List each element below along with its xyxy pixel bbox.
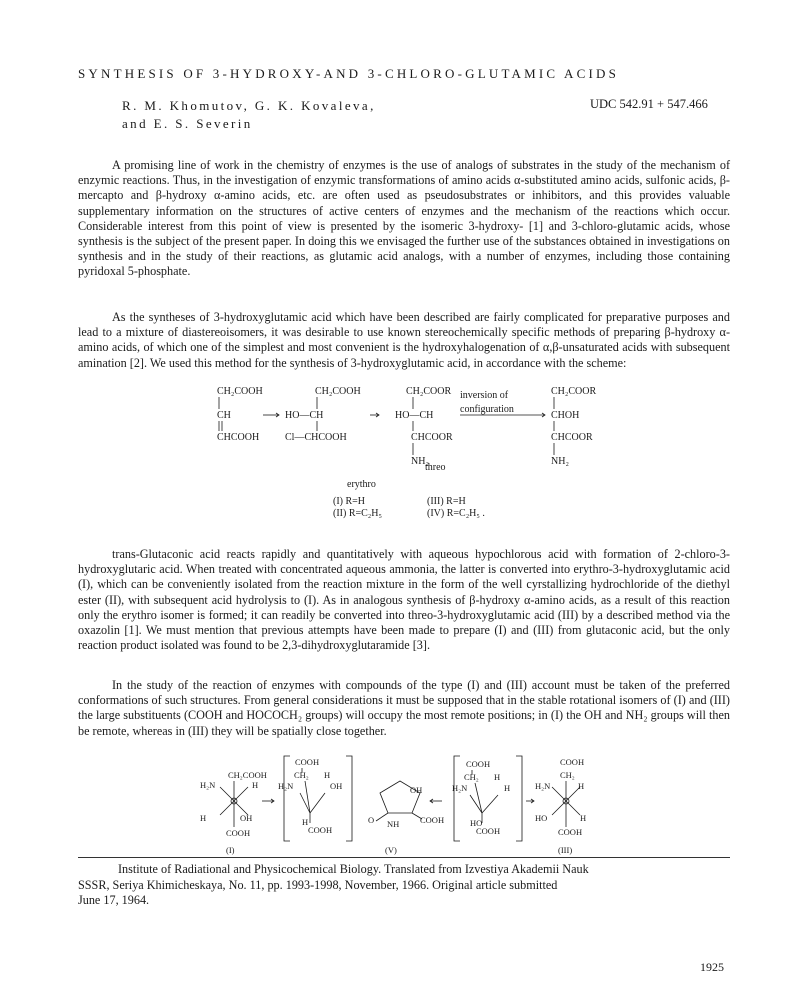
s2-h3: H xyxy=(302,817,309,827)
authors-line-1: R. M. Khomutov, G. K. Kovaleva, xyxy=(122,98,376,113)
s4-h2: H xyxy=(504,783,511,793)
authors xyxy=(122,97,376,133)
s5-ho: HO xyxy=(535,813,548,823)
paragraph-4: In the study of the reaction of enzymes with compounds of the type (I) and (III) account must be taken of the preferred conformations of such structures. From general considerations it must be supposed that in the stable rotational isomers of (I) and (III) the large substituents (COOH and HOCOCH₂ groups) will occupy the most remote positions; in (I) the OH and NH₂ groups will then be remote, whereas in (III) they will be spatially close together. xyxy=(78,678,730,738)
footnote-divider xyxy=(78,857,730,858)
s5-h2n: H₂N xyxy=(535,781,551,791)
c3-mid: HO—CH xyxy=(395,410,434,421)
footnote-line-3: June 17, 1964. xyxy=(78,893,150,907)
c1-bot: CHCOOH xyxy=(217,432,260,443)
c2-mid: HO—CH xyxy=(285,410,324,421)
c4-mid: CHOH xyxy=(551,410,580,421)
conformation-scheme xyxy=(190,753,790,858)
c4-bot: CHCOOR xyxy=(551,432,593,443)
c2-bot: Cl—CHCOOH xyxy=(285,432,347,443)
threo-label: threo xyxy=(425,462,446,473)
s2-oh: OH xyxy=(330,781,343,791)
paper-title: SYNTHESIS OF 3-HYDROXY-AND 3-CHLORO-GLUTAMIC ACIDS xyxy=(78,66,620,81)
erythro-label: erythro xyxy=(347,479,376,490)
s1-h: H xyxy=(252,780,259,790)
s5-h2: H xyxy=(580,813,587,823)
s1-oh: OH xyxy=(240,813,253,823)
s2-h2n: H₂N xyxy=(278,781,294,791)
s2-cooh2: COOH xyxy=(308,825,333,835)
page-number: 1925 xyxy=(700,960,724,974)
c3-top: CH₂COOR xyxy=(406,386,452,397)
c4-nh2: NH₂ xyxy=(551,456,569,467)
s5-cooh2: COOH xyxy=(558,827,583,837)
s3-o: O xyxy=(368,815,375,825)
label-III: (III) R=H xyxy=(427,496,466,507)
s3-cooh: COOH xyxy=(420,815,445,825)
s2-cooh: COOH xyxy=(295,757,320,767)
s4-cooh2: COOH xyxy=(476,826,501,836)
label-IV: (IV) R=C₂H₅ . xyxy=(427,508,485,519)
udc-code: UDC 542.91 + 547.466 xyxy=(590,97,708,111)
struct-label-III: (III) xyxy=(558,845,573,855)
paragraph-2: As the syntheses of 3-hydroxyglutamic acid which have been described are fairly complicated for preparative purposes and lead to a mixture of diastereoisomers, it was desirable to use known stereochemically specific methods of preparing β-hydroxy α-amino acids, of which one of the simplest and most convenient is the hydroxyhalogenation of α,β-unsaturated acids with subsequent amination [2]. We used this method for the synthesis of 3-hydroxyglutamic acid, in accordance with the scheme: xyxy=(78,310,730,370)
label-I: (I) R=H xyxy=(333,496,366,507)
s1-h2n: H₂N xyxy=(200,780,216,790)
s4-cooh: COOH xyxy=(466,759,491,769)
footnote xyxy=(78,862,730,909)
s4-ho: HO xyxy=(470,818,483,828)
c1-top: CH₂COOH xyxy=(217,386,263,397)
footnote-line-1: Institute of Radiational and Physicochemical Biology. Translated from Izvestiya Akademii Nauk xyxy=(118,862,589,876)
label-II: (II) R=C₂H₅ xyxy=(333,508,382,519)
paragraph-3: trans-Glutaconic acid reacts rapidly and quantitatively with aqueous hypochlorous acid with formation of 2-chloro-3-hydroxyglutaric acid. When treated with concentrated aqueous ammonia, the latter is converted into erythro-3-hydroxyglutamic acid (I), which can be conveniently isolated from the reaction mixture in the form of the well cyrstallizing hydrochloride of the diethyl ester (II), with subsequent acid hydrolysis to (I). As in analogous synthesis of β-hydroxy α-amino acids, as a result of this reaction only the erythro isomer is formed; it can readily be converted into threo-3-hydroxyglutamic acid (III) by a described method via the oxazolin [1]. We must mention that previous attempts have been made to prepare (I) and (III) from glutaconic acid, but the only reaction product isolated was found to be 2,3-dihydroxyglutaramide [3]. xyxy=(78,547,730,653)
inversion-label-2: configuration xyxy=(460,404,514,415)
footnote-line-2: SSSR, Seriya Khimicheskaya, No. 11, pp. 1993-1998, November, 1966. Original article submitted xyxy=(78,877,558,892)
c4-top: CH₂COOR xyxy=(551,386,597,397)
s5-ch2: CH₂ xyxy=(560,770,575,780)
struct-label-I: (I) xyxy=(226,845,235,855)
paragraph-1: A promising line of work in the chemistry of enzymes is the use of analogs of substrates in the study of the mechanism of enzymic reactions. Thus, in the investigation of enzymic transformations of amino acids α-substituted amino acids, sulfonic acids, β-mercapto and β-hydroxy α-amino acids, etc. are often used as pseudosubstrates or inhibitors, and this provides valuable supplementary information on the structures of active centers of enzymes and the mechanism of the reactions which occur. Considerable interest from this point of view is presented by the isomeric 3-hydroxy- [1] and 3-chloro-glutamic acids, whose synthesis is the subject of the present paper. In doing this we envisaged the further use of the substances obtained in investigations on synthesis and in the study of their reactions, as glutamic acid analogs, with a number of enzymes, including those containing pyridoxal 5-phosphate. xyxy=(78,158,730,279)
s1-cooh: COOH xyxy=(226,828,251,838)
s4-h: H xyxy=(494,772,501,782)
struct-label-V: (V) xyxy=(385,845,397,855)
inversion-label-1: inversion of xyxy=(460,390,509,401)
c2-top: CH₂COOH xyxy=(315,386,361,397)
reaction-scheme xyxy=(205,382,625,532)
c1-mid: CH xyxy=(217,410,231,421)
s1-h2: H xyxy=(200,813,207,823)
s1-ch2cooh: CH₂COOH xyxy=(228,770,267,780)
s2-h: H xyxy=(324,770,331,780)
s4-ch2: CH₂ xyxy=(464,772,479,782)
s4-h2n: H₂N xyxy=(452,783,468,793)
c3-bot: CHCOOR xyxy=(411,432,453,443)
s5-h: H xyxy=(578,781,585,791)
c3-nh2: NH₂ xyxy=(411,456,429,467)
s3-oh: OH xyxy=(410,785,423,795)
s3-nh: NH xyxy=(387,819,400,829)
s2-ch2: CH₂ xyxy=(294,770,309,780)
authors-line-2: and E. S. Severin xyxy=(122,116,253,131)
s5-cooh: COOH xyxy=(560,757,585,767)
